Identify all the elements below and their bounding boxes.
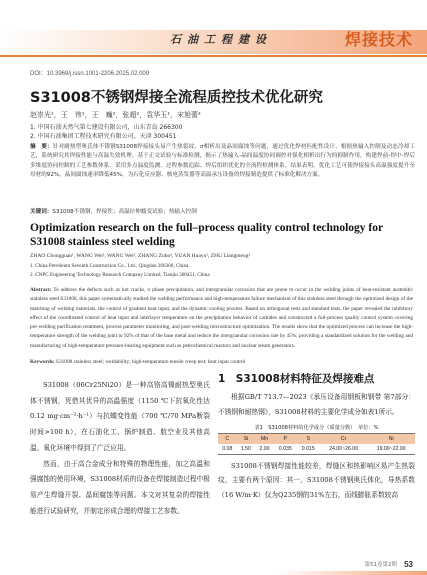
section-label: 焊接技术 [344,30,413,49]
abstract-cn [30,143,415,213]
abstract-en [30,286,413,351]
doi: DOI：10.3969/j.issn.1001-2206.2025.02.009 [30,71,150,77]
keywords-en-text: S31008 stainless steel; weldability; high-temperature tensile creep test; heat input control [56,359,246,365]
keywords-en-label: Keywords: [30,359,55,365]
table-header-cell: C [218,433,237,444]
authors-cn: 赵崇光¹，王 伟¹，王 巍²，张超²，袁华玉¹，宋旭蕾² [30,111,201,119]
table-header-row [218,433,415,444]
table-cell: 0.08 [218,444,237,455]
issue-label: 第51卷第2期 [364,562,397,568]
authors-en: ZHAO Chongguan¹, WANG Wei¹, WANG Wei², ZHANG Zuho², YUAN Huayu¹, ZHU Liangmeng² [30,253,251,259]
table-header-cell: Si [237,433,256,444]
abstract-en-label: Abstract: [30,287,52,293]
table-cell: 19.00~22.00 [367,444,415,455]
journal-header [0,0,427,58]
keywords-cn-text: S31008不锈钢；焊接性；高温拉伸蠕变试验；热输入控制 [52,209,197,215]
page-number: 53 [404,560,413,569]
body-paragraph: 根据GB/T 713.7—2023《承压设备用钢板和钢带 第7部分：不锈钢和耐热钢》，S31008材料的主要化学成分如表1所示。 [218,393,415,416]
composition-table [218,433,415,455]
table-header-cell: P [274,433,297,444]
keywords-cn [30,207,197,215]
table-header-cell: Mn [255,433,274,444]
table-cell: 24.00~26.00 [320,444,368,455]
footer-bar [277,571,427,575]
affiliation-en-2: 2. CNPC Engineering Technology Research Company Limited, Tianjin 300451, China [30,272,210,278]
journal-name: 石油工程建设 [170,33,272,46]
keywords-en [30,359,245,365]
paper-title-cn: S31008不锈钢焊接全流程质控技术优化研究 [30,90,323,106]
section-heading: 1 S31008材料特征及焊接难点 [218,373,375,385]
body-paragraph: S31008不锈钢焊接性能较差，焊缝区和热影响区易产生热裂纹，主要有两个原因：其一，S31008不锈钢奥氏体化，导热系数（16 W/m·K）仅为Q235钢的31%左右，而线膨胀系数较高 [218,461,415,500]
body-right-column [218,371,415,503]
header-divider [0,55,427,57]
table-cell: 2.00 [255,444,274,455]
body-left-column [30,378,210,519]
affiliation-cn-1: 1. 中国石油天然气第七建设有限公司，山东青岛 266300 [30,124,183,131]
table-header-cell: S [297,433,320,444]
table-header-cell: Cr [320,433,368,444]
table-cell: 0.035 [274,444,297,455]
keywords-cn-label: 关键词： [30,209,53,215]
table-cell: 1.50 [237,444,256,455]
body-paragraph: S31008（06Cr25Ni20）是一种高铬高镍耐热型奥氏体不锈钢，凭借其优异的高温强度（1150 ℃下抗氧化性达0.12 mg·cm⁻²·h⁻¹）与抗蠕变性能（700 ℃/70 MPa断裂时间>100 h），在石油化工、锅炉制造、航空业及其他高温、氧化环境中得到了广泛应用。 [30,381,210,452]
abstract-cn-label: 摘 要： [30,144,53,150]
body-paragraph: 然而，由于高合金成分和特殊的物理性能，加之高温和强腐蚀的使用环境，S31008材质的设备在焊接制造过程中极易产生焊缝开裂、晶间腐蚀等问题。本文对其复杂的焊接性能进行试验研究，并制定形成合理的焊接工艺参数。 [30,459,210,515]
abstract-en-text: To address the defects such as hot cracks, σ phase precipitation, and intergranular corrosion that are prone to occur in the welding joints of heat-resistant austenitic stainless steel S31008, this paper systematically studied the welding performance and high-temperature failure mechanism of this stainless steel through the optimized design of the matching of welding materials, the control of gradient heat input, and the dynamic cooling process. Based on orthogonal tests and standard tests, the paper revealed the inhibitory effect of the coordinated control of heat input and interlayer temperature on the precipitation behavior of carbides and constructed a full-process quality control system covering pre-welding purification treatment, process parameter monitoring, and post-welding microstructure optimization. The results show that the optimized process can increase the high-temperature strength of the welding joint to 92% of that of the base metal and reduce the intergranular corrosion rate by 45%, providing a standardized solution for the welding and manufacturing of high-temperature pressure-bearing equipment such as petrochemical reactors and nuclear steam generators. [30,287,413,349]
table-cell: 0.015 [297,444,320,455]
table-caption: 表1 S31008材料的化学成分（质量分数） 单位：% [254,424,379,431]
table-header-cell: Ni [367,433,415,444]
table-row [218,444,415,455]
abstract-cn-text: 针对耐热型奥氏体不锈钢S31008焊接接头易产生热裂纹、σ相析出及晶间腐蚀等问题，通过优化焊材匹配性设计、根据热输入控制及动态冷却工艺，系统研究其焊接性能与高温失效机理。基于正交试验与标准检测，揭示了热输入-晶间温度协同调控对强化相析出行为的抑制作用，构建焊前-焊中-焊后多维度协同控制的工艺参数体系，采用多点温度监测、过程参数追踪、焊后组织优化的全流程检测体系。结果表明，优化工艺可使焊接接头高温强度提升至母材的92%，晶间腐蚀速率降低45%，为石化反应器、核电蒸发器等高温承压设备的焊接制造提供了标准化解决方案。 [30,144,415,178]
paper-title-en: Optimization research on the full–process quality control technology for S31008 stainless steel welding [30,222,383,248]
affiliation-en-1: 1. China Petroleum Seventh Construction Co., Ltd., Qingdao 266300, China [30,263,189,269]
affiliation-cn-2: 2. 中国石油集团工程技术研究有限公司，天津 300451 [30,133,177,140]
